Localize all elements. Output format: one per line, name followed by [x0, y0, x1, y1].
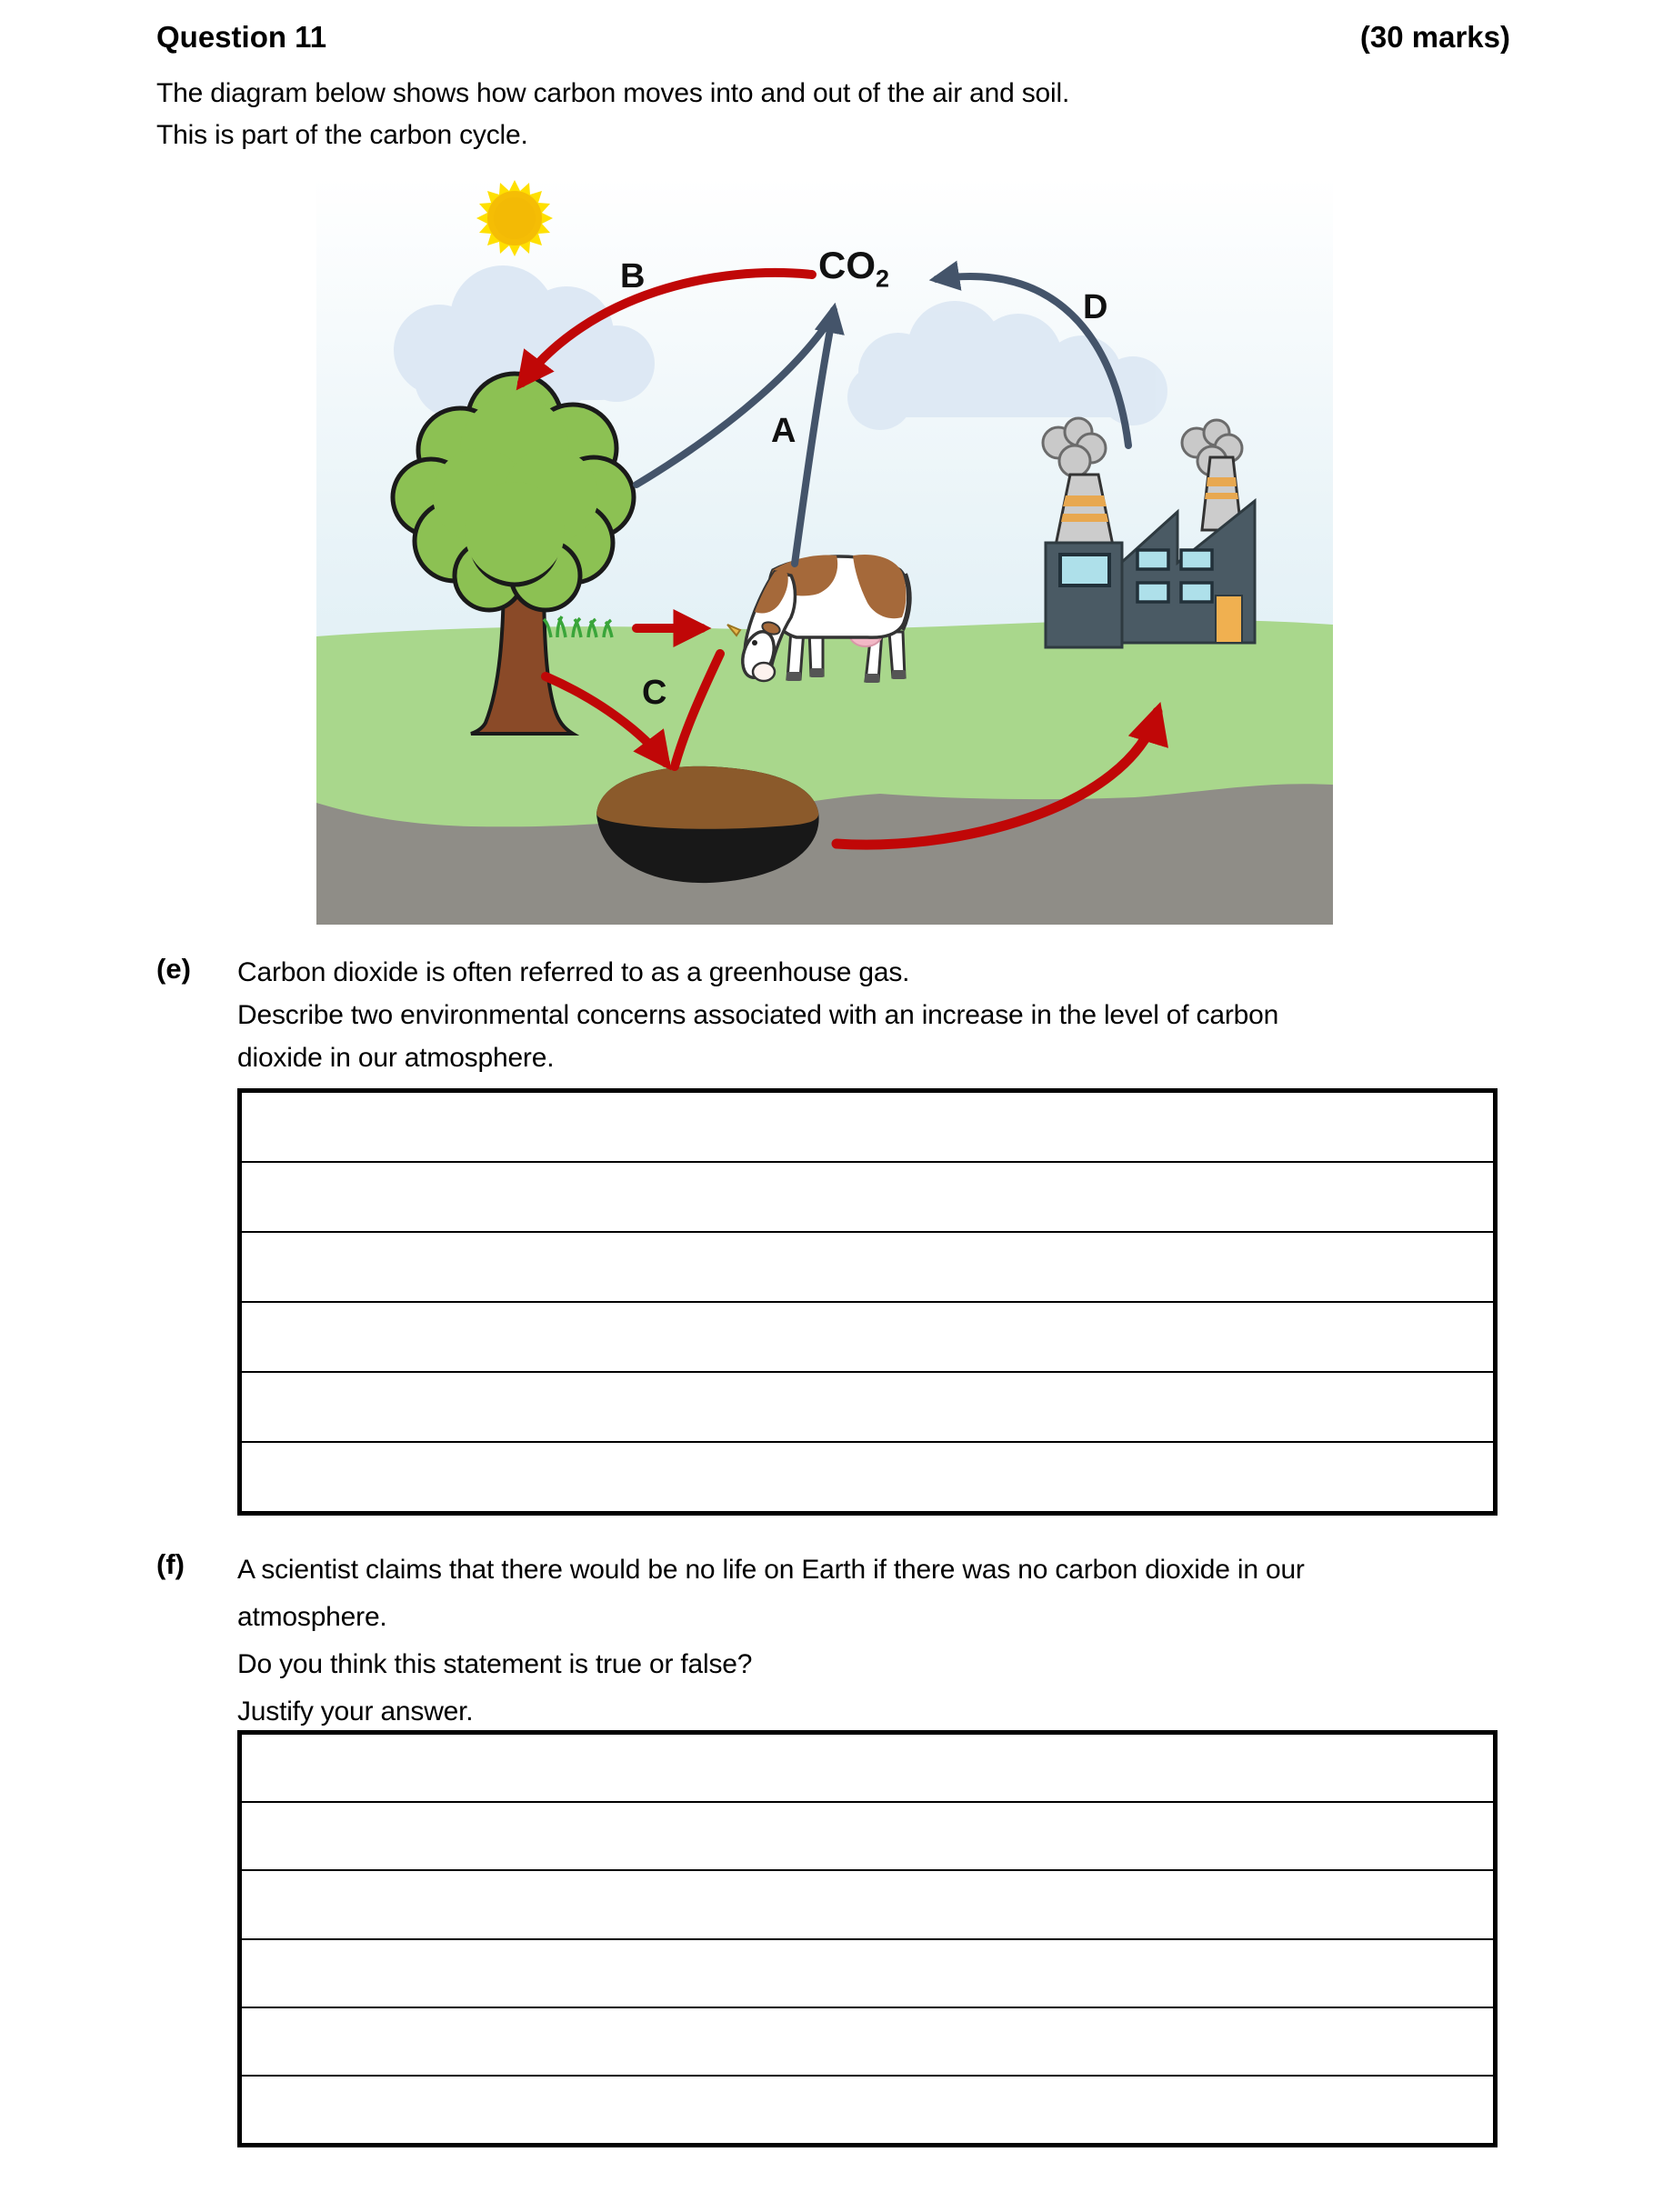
intro-line-2: This is part of the carbon cycle.: [156, 120, 528, 150]
answer-line[interactable]: [242, 2075, 1493, 2143]
label-c: C: [642, 674, 667, 712]
part-f-line-2: atmosphere.: [237, 1602, 387, 1632]
part-f-line-3: Do you think this statement is true or false?: [237, 1649, 753, 1679]
annex-window: [1060, 555, 1109, 586]
question-marks: (30 marks): [1359, 20, 1510, 54]
part-f-answer-box[interactable]: [237, 1730, 1498, 2147]
answer-line[interactable]: [242, 1938, 1493, 2007]
part-e-line-2: Describe two environmental concerns associated with an increase in the level of carbon: [237, 1000, 1279, 1030]
part-f-question: [237, 1546, 1305, 1736]
answer-line[interactable]: [242, 1801, 1493, 1869]
cow-eye: [752, 640, 757, 646]
part-e-question: [237, 951, 1278, 1079]
part-f-line-4: Justify your answer.: [237, 1697, 474, 1727]
part-e-line-1: Carbon dioxide is often referred to as a greenhouse gas.: [237, 957, 910, 987]
answer-line[interactable]: [242, 1231, 1493, 1301]
answer-line[interactable]: [242, 2007, 1493, 2075]
answer-line[interactable]: [242, 1093, 1493, 1161]
cow-muzzle: [753, 663, 775, 681]
answer-line[interactable]: [242, 1735, 1493, 1801]
answer-line[interactable]: [242, 1441, 1493, 1511]
part-f-label: (f): [156, 1548, 185, 1580]
intro-paragraph: [156, 73, 1069, 156]
question-title: Question 11: [156, 20, 327, 54]
factory-door: [1216, 596, 1242, 643]
label-a: A: [771, 412, 796, 450]
answer-line[interactable]: [242, 1371, 1493, 1441]
sun-icon: [476, 180, 553, 256]
label-d: D: [1083, 288, 1108, 326]
intro-line-1: The diagram below shows how carbon moves into and out of the air and soil.: [156, 78, 1070, 108]
part-f-line-1: A scientist claims that there would be no life on Earth if there was no carbon dioxide in our: [237, 1555, 1305, 1585]
label-co2: $CO_2$: [818, 244, 890, 293]
label-b: B: [620, 257, 646, 295]
answer-line[interactable]: [242, 1301, 1493, 1371]
part-e-label: (e): [156, 953, 191, 985]
carbon-cycle-diagram: [316, 177, 1333, 925]
part-e-line-3: dioxide in our atmosphere.: [237, 1043, 555, 1073]
answer-line[interactable]: [242, 1869, 1493, 1937]
answer-line[interactable]: [242, 1161, 1493, 1231]
part-e-answer-box[interactable]: [237, 1088, 1498, 1516]
